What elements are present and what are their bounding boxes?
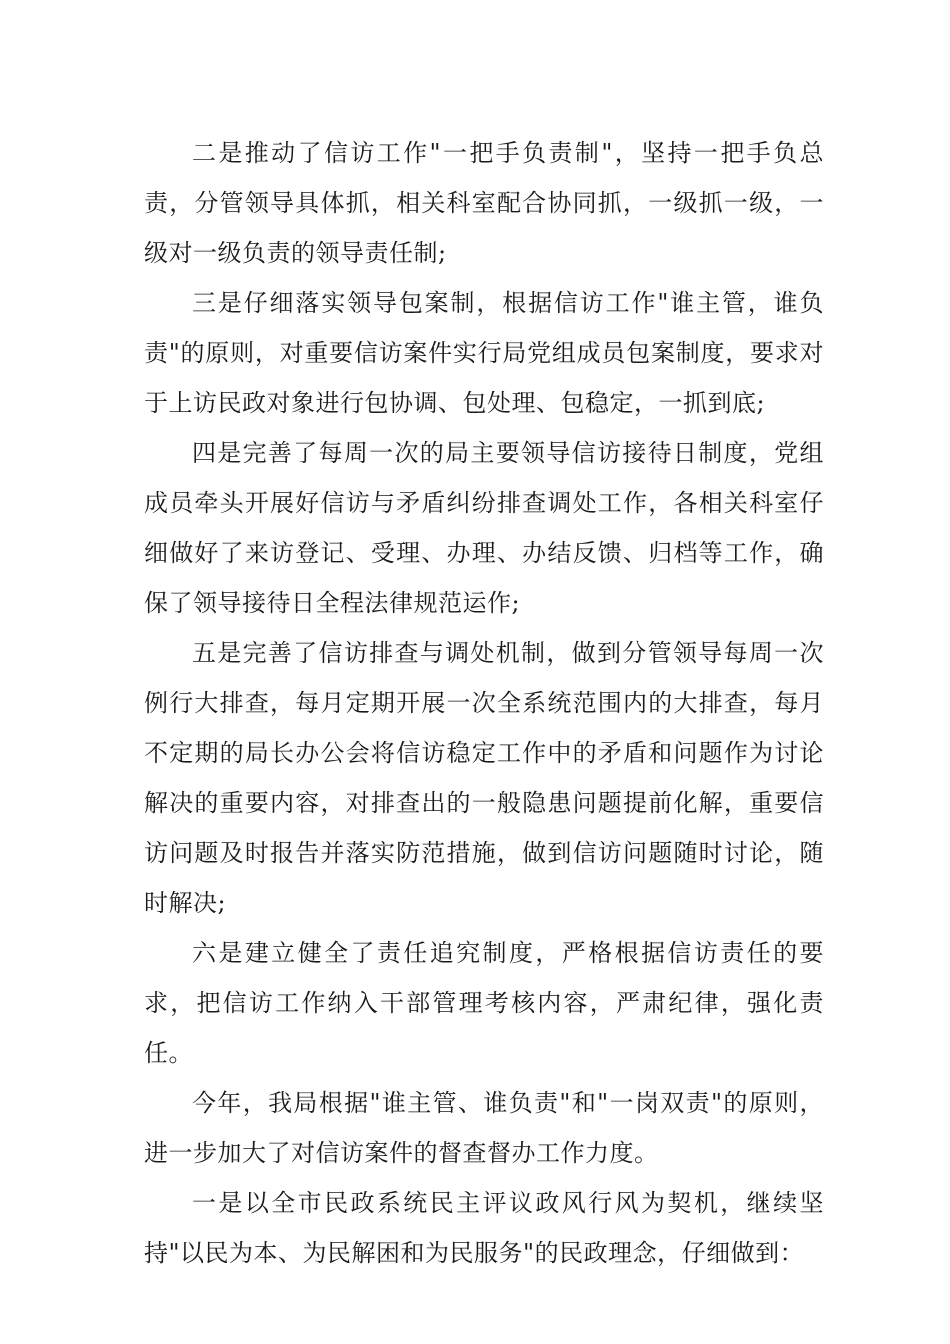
paragraph-supervision: 今年，我局根据"谁主管、谁负责"和"一岗双责"的原则，进一步加大了对信访案件的督查督办工作力度。	[144, 1089, 824, 1167]
paragraph-responsibility-system: 二是推动了信访工作"一把手负责制"，坚持一把手负总责，分管领导具体抓，相关科室配合协同抓，一级抓一级，一级对一级负责的领导责任制;	[144, 139, 824, 267]
paragraph-investigation-mechanism: 五是完善了信访排查与调处机制，做到分管领导每周一次例行大排查，每月定期开展一次全系统范围内的大排查，每月不定期的局长办公会将信访稳定工作中的矛盾和问题作为讨论解决的重要内容，对排查出的一般隐患问题提前化解，重要信访问题及时报告并落实防范措施，做到信访问题随时讨论，随时解决;	[144, 639, 824, 917]
paragraph-evaluation: 一是以全市民政系统民主评议政风行风为契机，继续坚持"以民为本、为民解困和为民服务"的民政理念，仔细做到：	[144, 1189, 824, 1267]
paragraph-reception-day: 四是完善了每周一次的局主要领导信访接待日制度，党组成员牵头开展好信访与矛盾纠纷排查调处工作，各相关科室仔细做好了来访登记、受理、办理、办结反馈、归档等工作，确保了领导接待日全程法律规范运作;	[144, 439, 824, 617]
paragraph-accountability: 六是建立健全了责任追究制度，严格根据信访责任的要求，把信访工作纳入干部管理考核内容，严肃纪律，强化责任。	[144, 939, 824, 1067]
document-body	[144, 128, 824, 1278]
paragraph-case-leadership: 三是仔细落实领导包案制，根据信访工作"谁主管，谁负责"的原则，对重要信访案件实行局党组成员包案制度，要求对于上访民政对象进行包协调、包处理、包稳定，一抓到底;	[144, 289, 824, 417]
